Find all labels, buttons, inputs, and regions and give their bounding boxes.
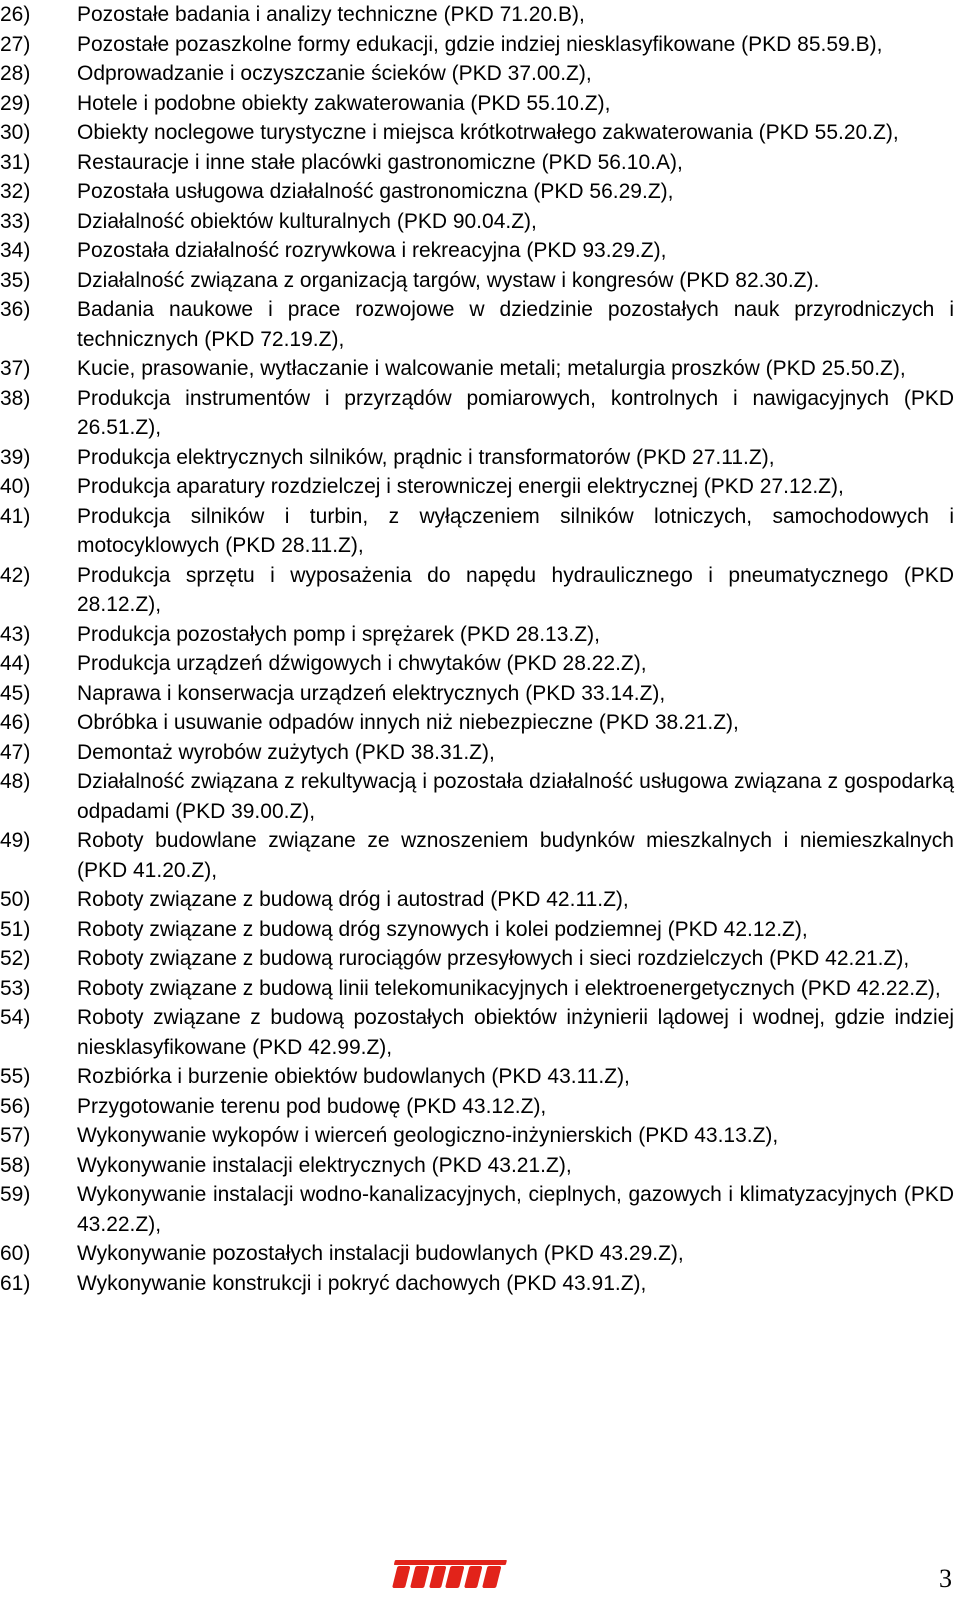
list-item-text: Kucie, prasowanie, wytłaczanie i walcowanie metali; metalurgia proszków (PKD 25.50.Z), <box>77 357 906 380</box>
list-item-text: Wykonywanie pozostałych instalacji budowlanych (PKD 43.29.Z), <box>77 1242 684 1265</box>
list-item <box>0 472 958 502</box>
list-item <box>0 826 958 885</box>
list-item-text: Produkcja elektrycznych silników, prądnic i transformatorów (PKD 27.11.Z), <box>77 445 775 469</box>
list-item-text: Odprowadzanie i oczyszczanie ścieków (PKD 37.00.Z), <box>77 62 592 85</box>
list-item-text: Demontaż wyrobów zużytych (PKD 38.31.Z), <box>77 740 495 764</box>
list-item-number: 28) <box>0 62 31 85</box>
list-item-number: 48) <box>0 770 31 793</box>
list-item <box>0 295 958 354</box>
list-item-text: Pozostałe badania i analizy techniczne (PKD 71.20.B), <box>77 3 585 26</box>
list-item <box>0 1151 958 1181</box>
list-item <box>0 974 958 1004</box>
list-item-text: Produkcja instrumentów i przyrządów pomiarowych, kontrolnych i nawigacyjnych (PKD 26.51.Z), <box>77 386 954 439</box>
list-item-text: Pozostała usługowa działalność gastronomiczna (PKD 56.29.Z), <box>77 180 674 203</box>
list-item-text: Hotele i podobne obiekty zakwaterowania (PKD 55.10.Z), <box>77 91 611 115</box>
list-item-number: 54) <box>0 1006 31 1029</box>
list-item-number: 50) <box>0 888 31 911</box>
list-item-text: Produkcja silników i turbin, z wyłączeniem silników lotniczych, samochodowych i motocyklowych (PKD 28.11.Z), <box>77 504 954 557</box>
list-item <box>0 118 958 148</box>
list-item <box>0 207 958 237</box>
list-item <box>0 443 958 473</box>
list-item <box>0 177 958 207</box>
list-item-number: 35) <box>0 268 31 292</box>
list-item-number: 42) <box>0 563 31 587</box>
list-item-number: 45) <box>0 681 31 705</box>
list-item <box>0 708 958 738</box>
list-item-number: 36) <box>0 298 31 321</box>
list-item-text: Rozbiórka i burzenie obiektów budowlanych (PKD 43.11.Z), <box>77 1065 630 1088</box>
list-item <box>0 384 958 443</box>
list-item-number: 37) <box>0 357 31 380</box>
list-item-text: Roboty związane z budową dróg szynowych i kolei podziemnej (PKD 42.12.Z), <box>77 917 808 941</box>
list-item-number: 33) <box>0 209 31 233</box>
list-item <box>0 1121 958 1151</box>
list-item <box>0 236 958 266</box>
list-item-text: Przygotowanie terenu pod budowę (PKD 43.12.Z), <box>77 1094 547 1118</box>
list-item-number: 59) <box>0 1183 31 1206</box>
list-item-number: 60) <box>0 1242 31 1265</box>
list-item-text: Produkcja pozostałych pomp i sprężarek (PKD 28.13.Z), <box>77 622 600 646</box>
page-number: 3 <box>939 1564 952 1593</box>
list-item <box>0 767 958 826</box>
list-item <box>0 885 958 915</box>
list-item-text: Wykonywanie konstrukcji i pokryć dachowych (PKD 43.91.Z), <box>77 1271 647 1295</box>
list-item-number: 52) <box>0 947 31 970</box>
list-item-text: Pozostałe pozaszkolne formy edukacji, gdzie indziej niesklasyfikowane (PKD 85.59.B), <box>77 32 883 56</box>
list-item <box>0 89 958 119</box>
rafako-logo <box>389 1560 511 1599</box>
list-item <box>0 944 958 974</box>
rafako-logo-icon <box>389 1560 511 1594</box>
list-item <box>0 1003 958 1062</box>
list-item-number: 41) <box>0 504 31 528</box>
list-item <box>0 915 958 945</box>
list-item <box>0 679 958 709</box>
list-item-text: Naprawa i konserwacja urządzeń elektrycznych (PKD 33.14.Z), <box>77 681 666 705</box>
list-item-text: Obiekty noclegowe turystyczne i miejsca krótkotrwałego zakwaterowania (PKD 55.20.Z), <box>77 121 899 144</box>
list-item-text: Wykonywanie wykopów i wierceń geologiczno-inżynierskich (PKD 43.13.Z), <box>77 1124 779 1147</box>
list-item-number: 44) <box>0 652 31 675</box>
list-item-number: 57) <box>0 1124 31 1147</box>
list-item-text: Restauracje i inne stałe placówki gastronomiczne (PKD 56.10.A), <box>77 150 683 174</box>
list-item <box>0 30 958 60</box>
list-item-number: 39) <box>0 445 31 469</box>
list-item-text: Roboty związane z budową rurociągów przesyłowych i sieci rozdzielczych (PKD 42.21.Z), <box>77 947 910 970</box>
list-item <box>0 620 958 650</box>
list-item-number: 55) <box>0 1065 31 1088</box>
list-item <box>0 1092 958 1122</box>
list-item <box>0 1180 958 1239</box>
list-item-number: 38) <box>0 386 31 410</box>
list-item-number: 43) <box>0 622 31 646</box>
list-item-text: Działalność związana z organizacją targów, wystaw i kongresów (PKD 82.30.Z). <box>77 268 820 292</box>
list-item-number: 53) <box>0 976 31 1000</box>
list-item <box>0 0 958 30</box>
list-item <box>0 649 958 679</box>
list-item-text: Roboty związane z budową pozostałych obiektów inżynierii lądowej i wodnej, gdzie indziej niesklasyfikowane (PKD 42.99.Z), <box>77 1006 954 1059</box>
list-item-number: 46) <box>0 711 31 734</box>
list-item-text: Roboty związane z budową dróg i autostrad (PKD 42.11.Z), <box>77 888 629 911</box>
list-item <box>0 1269 958 1299</box>
list-item <box>0 502 958 561</box>
list-item <box>0 354 958 384</box>
list-item-text: Badania naukowe i prace rozwojowe w dziedzinie pozostałych nauk przyrodniczych i technicznych (PKD 72.19.Z), <box>77 298 954 351</box>
list-item-text: Obróbka i usuwanie odpadów innych niż niebezpieczne (PKD 38.21.Z), <box>77 711 739 734</box>
list-item-number: 31) <box>0 150 31 174</box>
list-item-text: Działalność związana z rekultywacją i pozostała działalność usługowa związana z gospodarką odpadami (PKD 39.00.Z), <box>77 770 954 823</box>
list-item-text: Produkcja sprzętu i wyposażenia do napędu hydraulicznego i pneumatycznego (PKD 28.12.Z), <box>77 563 954 616</box>
list-item <box>0 266 958 296</box>
list-item-number: 58) <box>0 1153 31 1177</box>
list-item <box>0 1239 958 1269</box>
list-item <box>0 59 958 89</box>
list-item-text: Roboty związane z budową linii telekomunikacyjnych i elektroenergetycznych (PKD 42.22.Z), <box>77 976 941 1000</box>
list-item-text: Pozostała działalność rozrywkowa i rekreacyjna (PKD 93.29.Z), <box>77 239 667 262</box>
list-item-number: 40) <box>0 475 31 498</box>
list-item-text: Działalność obiektów kulturalnych (PKD 90.04.Z), <box>77 209 537 233</box>
list-item-number: 27) <box>0 32 31 56</box>
list-item-number: 47) <box>0 740 31 764</box>
list-item-text: Produkcja aparatury rozdzielczej i sterowniczej energii elektrycznej (PKD 27.12.Z), <box>77 475 844 498</box>
list-item-number: 56) <box>0 1094 31 1118</box>
list-item <box>0 561 958 620</box>
list-item-number: 29) <box>0 91 31 115</box>
list-item-number: 61) <box>0 1271 31 1295</box>
list-item-number: 30) <box>0 121 31 144</box>
list-item-number: 34) <box>0 239 31 262</box>
list-item <box>0 738 958 768</box>
list-item-number: 32) <box>0 180 31 203</box>
list-item-number: 51) <box>0 917 31 941</box>
list-item <box>0 148 958 178</box>
list-item-text: Wykonywanie instalacji wodno-kanalizacyjnych, cieplnych, gazowych i klimatyzacyjnych (PKD 43.22.Z), <box>77 1183 954 1236</box>
list-item-text: Wykonywanie instalacji elektrycznych (PKD 43.21.Z), <box>77 1153 572 1177</box>
list-item <box>0 1062 958 1092</box>
list-item-number: 49) <box>0 829 31 852</box>
list-item-text: Produkcja urządzeń dźwigowych i chwytaków (PKD 28.22.Z), <box>77 652 647 675</box>
list-item-text: Roboty budowlane związane ze wznoszeniem budynków mieszkalnych i niemieszkalnych (PKD 41.20.Z), <box>77 829 954 882</box>
list-item-number: 26) <box>0 3 31 26</box>
